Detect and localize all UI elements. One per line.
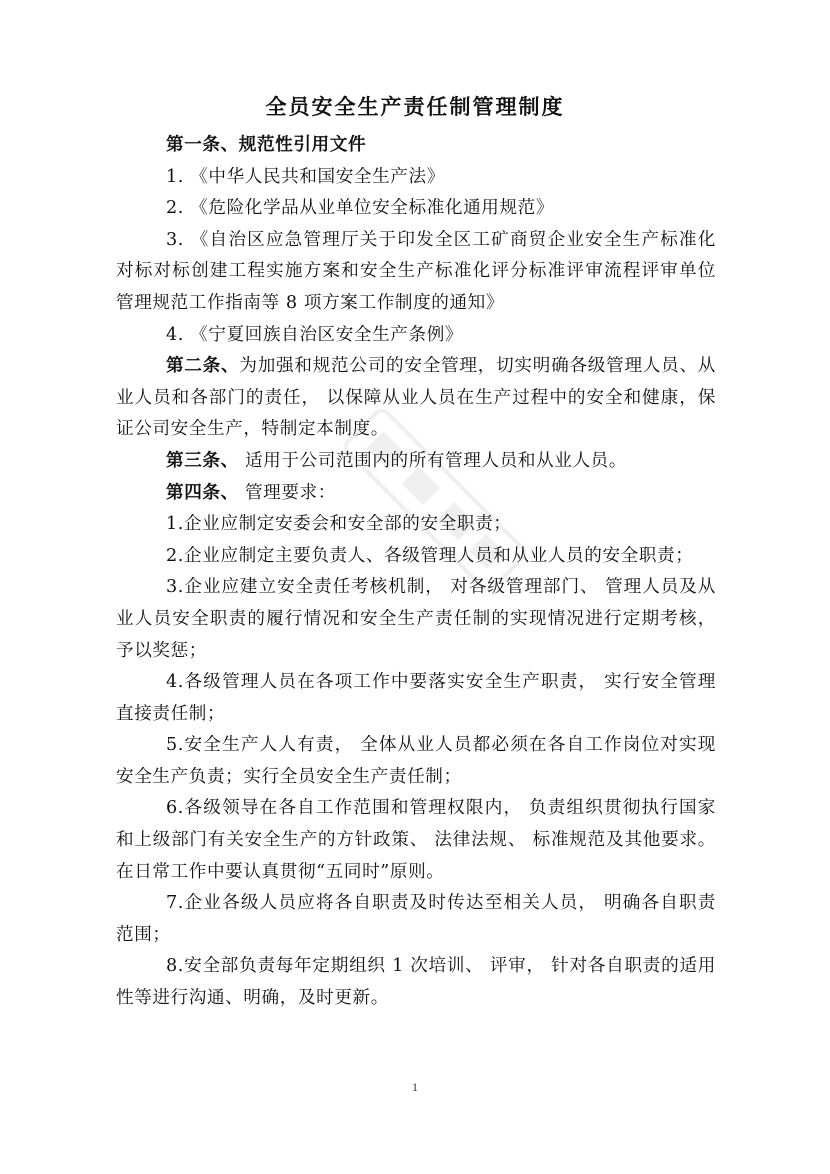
requirement-item-2: 2.企业应制定主要负责人、各级管理人员和从业人员的安全职责； [166,545,694,566]
page-title: 全员安全生产责任制管理制度 [265,95,565,119]
article-heading: 第二条、 [166,356,240,377]
section-1-heading [116,130,716,162]
requirement-item-8: 8.安全部负责每年定期组织 1 次培训、 评审， 针对各自职责的适用性等进行沟通、明确，及时更新。 [116,956,716,1009]
page-number: 1 [412,1080,418,1094]
article-heading: 第三条、 [166,450,239,471]
reference-item-2: 2. 《危险化学品从业单位安全标准化通用规范》 [166,198,555,219]
reference-item-3: 3. 《自治区应急管理厅关于印发全区工矿商贸企业安全生产标准化对标对标创建工程实施方案和安全生产标准化评分标准评审流程评审单位管理规范工作指南等 8 项方案工作制度的通知》 [116,229,716,313]
requirement-item-6: 6.各级领导在各自工作范围和管理权限内， 负责组织贯彻执行国家和上级部门有关安全生产的方针政策、 法律法规、 标准规范及其他要求。在日常工作中要认真贯彻“五同时”原则。 [116,798,716,882]
article-heading: 第一条、规范性引用文件 [166,135,367,155]
article-2 [116,351,716,446]
article-4 [116,478,716,510]
requirement-item-1: 1.企业应制定安委会和安全部的安全职责； [166,514,512,535]
requirement-item-3: 3.企业应建立安全责任考核机制， 对各级管理部门、 管理人员及从业人员安全职责的履行情况和安全生产责任制的实现情况进行定期考核，予以奖惩； [116,577,716,661]
article-heading: 第四条、 [166,482,239,503]
reference-item-4: 4. 《宁夏回族自治区安全生产条例》 [166,324,464,345]
document-body [116,130,716,1015]
article-3 [116,446,716,478]
reference-item-1: 1. 《中华人民共和国安全生产法》 [166,166,445,187]
requirement-item-4: 4.各级管理人员在各项工作中要落实安全生产职责， 实行安全管理直接责任制； [116,672,716,724]
requirement-item-5: 5.安全生产人人有责， 全体从业人员都必须在各自工作岗位对实现安全生产负责；实行全员安全生产责任制； [116,735,716,787]
article-text: 为加强和规范公司的安全管理，切实明确各级管理人员、从业人员和各部门的责任， 以保障从业人员在生产过程中的安全和健康，保证公司安全生产，特制定本制度。 [116,356,716,440]
article-text: 适用于公司范围内的所有管理人员和从业人员。 [238,450,628,471]
requirement-item-7: 7.企业各级人员应将各自职责及时传达至相关人员， 明确各自职责范围； [116,893,716,945]
article-text: 管理要求： [238,482,336,503]
